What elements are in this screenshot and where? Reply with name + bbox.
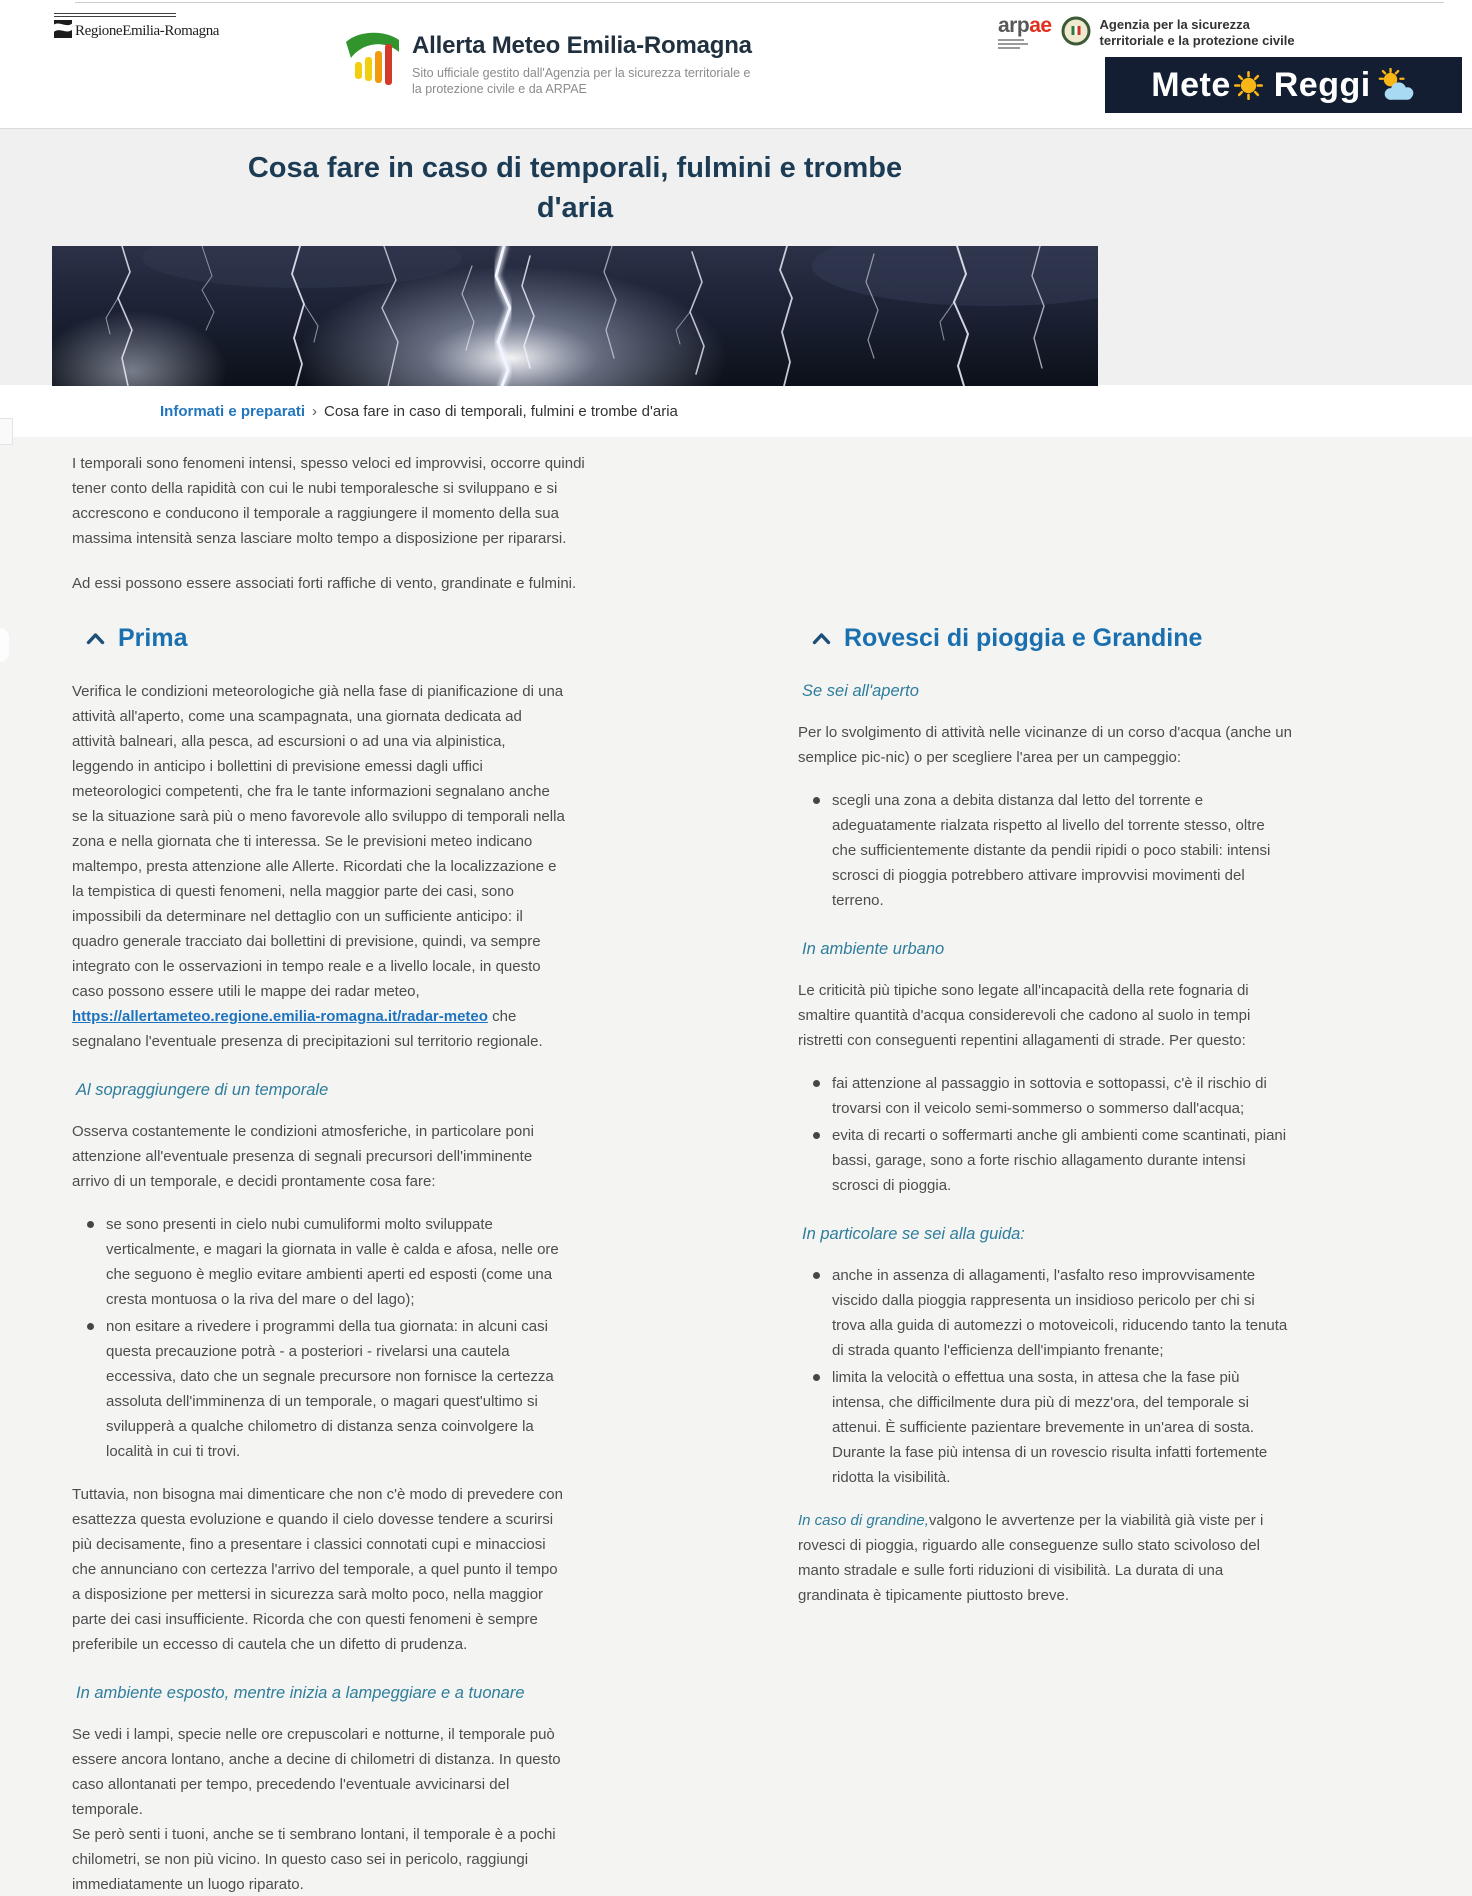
region-emilia-romagna-logo[interactable] [54,13,219,43]
paragraph: In caso di grandine,valgono le avvertenze per la viabilità già viste per i rovesci di pioggia, riguardo alle conseguenze sullo stato scivoloso del manto stradale e sulle forti riduzioni di visibilità. La durata di una grandinata è tipicamente piuttosto breve. [798,1512,1264,1604]
allerta-meteo-logo-icon [345,32,401,97]
agency-name: Agenzia per la sicurezza territoriale e la protezione civile [1099,17,1295,48]
lightning-hero-image [52,246,1098,386]
site-header [0,0,1472,128]
subheading-in-ambiente-esposto: In ambiente esposto, mentre inizia a lampeggiare e a tuonare [76,1684,525,1702]
section-rovesci-toggle[interactable] [798,626,1292,651]
bullet-list [798,1263,1292,1490]
breadcrumb-link-informati-e-preparati[interactable]: Informati e preparati [160,402,306,420]
chevron-up-icon [86,632,105,645]
arpae-logo: arpae [998,15,1052,51]
subheading-se-sei-alla-guida: In particolare se sei alla guida: [802,1225,1025,1243]
radar-meteo-link[interactable]: https://allertameteo.regione.emilia-romagna.it/radar-meteo [72,1008,488,1025]
region-logo-rule [54,13,176,17]
page-title-band [0,128,1472,385]
subheading-se-sei-allaperto: Se sei all'aperto [802,682,919,700]
subheading-al-sopraggiungere: Al sopraggiungere di un temporale [76,1081,329,1099]
protezione-civile-emblem-icon [1061,16,1091,51]
agency-block[interactable] [998,15,1312,51]
region-logo-text: RegioneEmilia-Romagna [75,23,220,39]
section-prima-toggle[interactable] [72,626,566,651]
intro-block [72,451,592,596]
list-item: evita di recarti o soffermarti anche gli ambienti come scantinati, piani bassi, garage, sono a forte rischio allagamento durante intensi scrosci di pioggia. [832,1123,1292,1198]
intro-paragraph: Ad essi possono essere associati forti raffiche di vento, grandinate e fulmini. [72,575,577,592]
section-heading: Rovesci di pioggia e Grandine [844,624,1203,652]
sun-cloud-icon [1374,68,1416,102]
meteo-reggio-banner[interactable] [1105,57,1462,113]
section-heading: Prima [118,624,188,652]
chevron-up-icon [812,632,831,645]
site-brand[interactable] [345,32,752,97]
two-column-layout [72,626,1472,1896]
bullet-list [798,1071,1292,1198]
list-item: non esitare a rivedere i programmi della tua giornata: in alcuni casi questa precauzione potrà - a posteriori - rivelarsi una cautela eccessiva, dato che un segnale precursore non fornisce la certezza assoluta dell'imminenza di un temporale, o magari quest'ultimo si svilupperà a qualche chilometro di distanza senza coinvolgere la località in cui ti trovi. [106,1314,566,1464]
sun-icon [1234,71,1263,100]
banner-text-mete: Mete [1151,65,1231,104]
list-item: se sono presenti in cielo nubi cumuliformi molto sviluppate verticalmente, e magari la giornata in valle è calda e afosa, nelle ore che seguono è meglio evitare ambienti aperti ed esposti (come una cresta montuosa o la riva del mare o del lago); [106,1212,566,1312]
side-widget-handle[interactable] [0,628,9,662]
bullet-list [798,788,1292,913]
list-item: fai attenzione al passaggio in sottovia e sottopassi, c'è il rischio di trovarsi con il veicolo semi-sommerso o sommerso dall'acqua; [832,1071,1292,1121]
site-title: Allerta Meteo Emilia-Romagna [412,32,752,59]
share-side-tab[interactable] [0,418,13,445]
intro-paragraph: I temporali sono fenomeni intensi, spesso veloci ed improvvisi, occorre quindi tener conto della rapidità con cui le nubi temporalesche si sviluppano e si accrescono e conducono il temporale a raggiungere il momento della sua massima intensità senza lasciare molto tempo a disposizione per ripararsi. [72,455,585,547]
region-flag-icon [54,20,72,43]
bullet-list [72,1212,566,1464]
breadcrumb-current: Cosa fare in caso di temporali, fulmini e trombe d'aria [324,402,678,420]
paragraph: Se vedi i lampi, specie nelle ore crepuscolari e notturne, il temporale può essere ancora lontano, anche a decine di chilometri di distanza. In questo caso allontanati per tempo, precedendo l'eventuale avvicinarsi del temporale. Se però senti i tuoni, anche se ti sembrano lontani, il temporale è a pochi chilometri, se non più vicino. In questo caso sei in pericolo, raggiungi immediatamente un luogo riparato. [72,1726,561,1893]
list-item: anche in assenza di allagamenti, l'asfalto reso improvvisamente viscido dalla pioggia rappresenta un insidioso pericolo per chi si trova alla guida di automezzi o motoveicoli, riducendo tanto la tenuta di strada quanto l'efficienza dell'impianto frenante; [832,1263,1292,1363]
section-rovesci [798,626,1292,1896]
paragraph: Verifica le condizioni meteorologiche già nella fase di pianificazione di una attività all'aperto, come una scampagnata, una giornata dedicata ad attività balneari, alla pesca, ad escursioni o ad una via alpinistica, leggendo in anticipo i bollettini di previsione emessi dagli uffici meteorologici competenti, che fra le tante informazioni segnalano anche se la situazione sarà più o meno favorevole allo sviluppo di temporali nella zona e nella giornata che ti interessa. Se le previsioni meteo indicano maltempo, presta attenzione alle Allerte. Ricordati che la localizzazione e la tempistica di questi fenomeni, nella maggior parte dei casi, sono impossibili da determinare nel dettaglio con un sufficiente anticipo: il quadro generale tracciato dai bollettini di previsione, quindi, va sempre integrato con le osservazioni in tempo reale e a livello locale, in questo caso possono essere utili le mappe dei radar meteo, https://allertameteo.regione.emilia-romagna.it/radar-meteo che segnalano l'eventuale presenza di precipitazioni sul territorio regionale. [72,683,565,1050]
chevron-right-icon: › [312,402,318,420]
page-title: Cosa fare in caso di temporali, fulmini e trombe d'aria [247,152,903,224]
section-prima [72,626,566,1896]
breadcrumb [0,385,1472,437]
banner-text-reggi: Reggi [1273,65,1371,104]
paragraph: Osserva costantemente le condizioni atmosferiche, in particolare poni attenzione all'eventuale presenza di segnali precursori dell'imminente arrivo di un temporale, e decidi prontamente cosa fare: [72,1123,534,1190]
paragraph: Le criticità più tipiche sono legate all'incapacità della rete fognaria di smaltire quantità d'acqua considerevoli che cadono al suolo in tempi ristretti con conseguenti repentini allagamenti di strade. Per questo: [798,982,1251,1049]
top-divider [75,2,1444,3]
subheading-in-caso-di-grandine: In caso di grandine, [798,1512,929,1529]
arpae-logo-sublines [998,39,1052,51]
main-content [0,437,1472,1896]
paragraph: Per lo svolgimento di attività nelle vicinanze di un corso d'acqua (anche un semplice pic-nic) o per scegliere l'area per un campeggio: [798,724,1292,766]
list-item: scegli una zona a debita distanza dal letto del torrente e adeguatamente rialzata rispetto al livello del torrente stesso, oltre che sufficientemente distante da pendii ripidi o poco stabili: intensi scrosci di pioggia potrebbero attivare improvvisi movimenti del terreno. [832,788,1292,913]
list-item: limita la velocità o effettua una sosta, in attesa che la fase più intensa, che difficilmente dura più di mezz'ora, del temporale si attenui. È sufficiente pazientare brevemente in un'area di sosta. Durante la fase più intensa di un rovescio risulta infatti fortemente ridotta la visibilità. [832,1365,1292,1490]
subheading-in-ambiente-urbano: In ambiente urbano [802,940,945,958]
paragraph: Tuttavia, non bisogna mai dimenticare che non c'è modo di prevedere con esattezza questa evoluzione e quando il cielo dovesse tendere a scurirsi più decisamente, fino a presentare i classici connotati cupi e minacciosi che annunciano con certezza l'arrivo del temporale, a quel punto il tempo a disposizione per mettersi in sicurezza sarà molto poco, nella maggior parte dei casi insufficiente. Ricorda che con questi fenomeni è sempre preferibile un eccesso di cautela che un difetto di prudenza. [72,1486,563,1653]
site-subtitle: Sito ufficiale gestito dall'Agenzia per la sicurezza territoriale e la protezione civile e da ARPAE [412,66,751,96]
